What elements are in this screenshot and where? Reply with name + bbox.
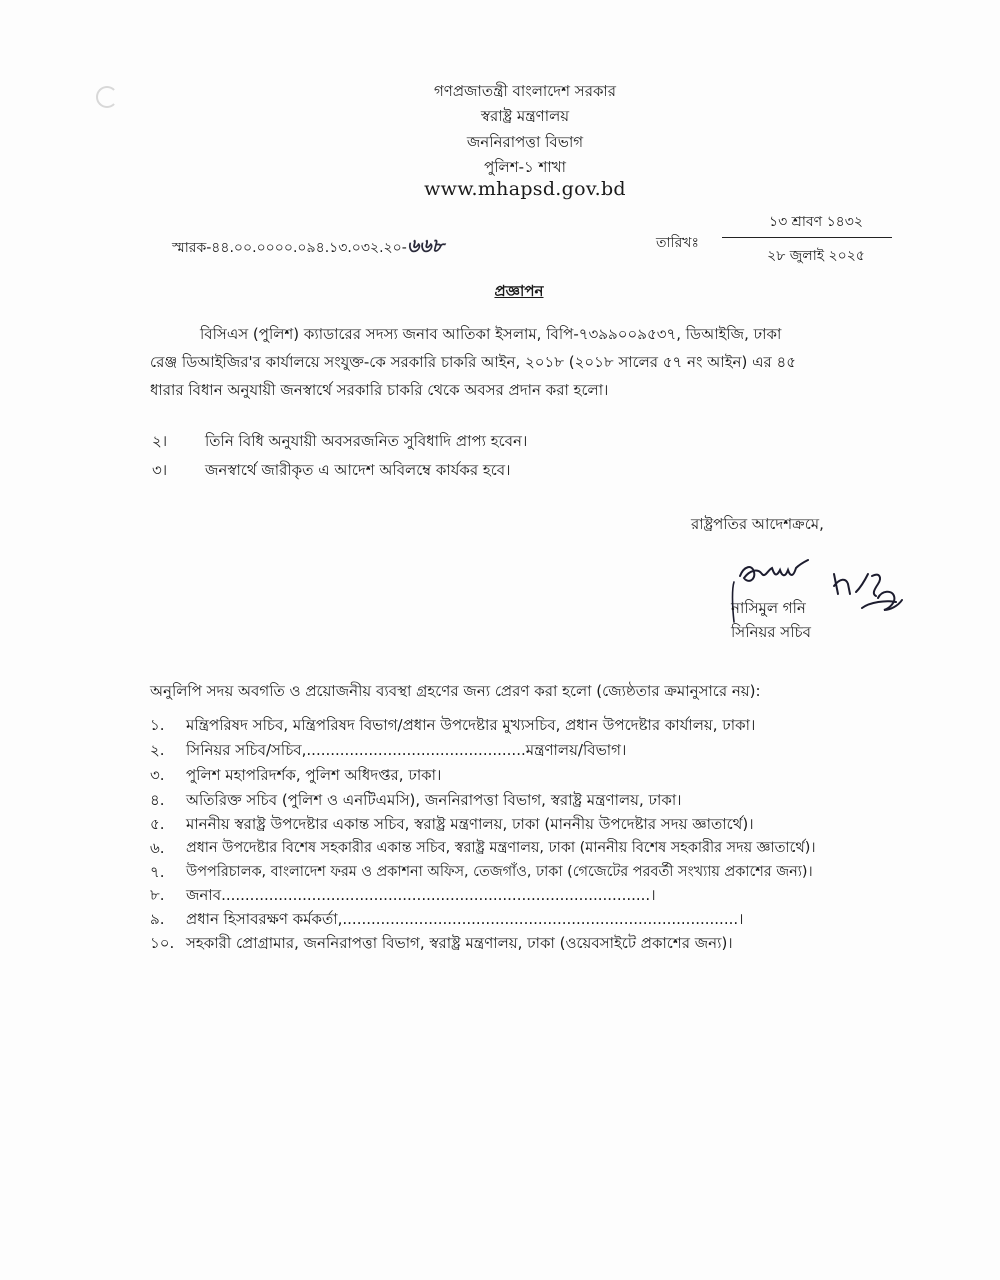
copy-item-number: ১. — [150, 716, 165, 734]
copy-item-text: জনাব..........................................................................................। — [186, 886, 656, 904]
body-item-text: তিনি বিধি অনুযায়ী অবসরজনিত সুবিধাদি প্রাপ্য হবেন। — [205, 432, 528, 450]
copy-item-text: অতিরিক্ত সচিব (পুলিশ ও এনটিএমসি), জননিরাপত্তা বিভাগ, স্বরাষ্ট্র মন্ত্রণালয়, ঢাকা। — [186, 791, 682, 809]
copy-item-text: প্রধান উপদেষ্টার বিশেষ সহকারীর একান্ত সচিব, স্বরাষ্ট্র মন্ত্রণালয়, ঢাকা (মাননীয় বিশেষ সহকারীর সদয় জ্ঞাতার্থে)। — [186, 840, 816, 856]
copy-item-number: ৮. — [150, 886, 165, 904]
body-item-number: ২। — [152, 432, 168, 450]
header-government: গণপ্রজাতন্ত্রী বাংলাদেশ সরকার — [433, 82, 617, 100]
signatory-title: সিনিয়র সচিব — [731, 623, 811, 641]
copy-item-number: ৫. — [150, 815, 165, 833]
copy-item-number: ৩. — [150, 766, 165, 784]
copy-item-number: ৬. — [150, 839, 165, 857]
body-paragraph-line-3: ধারার বিধান অনুযায়ী জনস্বার্থে সরকারি চাকরি থেকে অবসর প্রদান করা হলো। — [150, 381, 609, 399]
copy-item-number: ৯. — [150, 910, 165, 928]
body-item-text: জনস্বার্থে জারীকৃত এ আদেশ অবিলম্বে কার্যকর হবে। — [205, 461, 511, 479]
date-bengali: ১৩ শ্রাবণ ১৪৩২ — [769, 214, 863, 230]
copy-item-text: মন্ত্রিপরিষদ সচিব, মন্ত্রিপরিষদ বিভাগ/প্রধান উপদেষ্টার মুখ্যসচিব, প্রধান উপদেষ্টার কার্যালয়, ঢাকা। — [186, 716, 756, 734]
header-division: জননিরাপত্তা বিভাগ — [466, 133, 584, 151]
copy-item-text: উপপরিচালক, বাংলাদেশ ফরম ও প্রকাশনা অফিস, তেজগাঁও, ঢাকা (গেজেটের পরবর্তী সংখ্যায় প্রকাশের জন্য)। — [186, 864, 813, 880]
signature-order-line: রাষ্ট্রপতির আদেশক্রমে, — [691, 515, 824, 533]
copy-item-text: মাননীয় স্বরাষ্ট্র উপদেষ্টার একান্ত সচিব, স্বরাষ্ট্র মন্ত্রণালয়, ঢাকা (মাননীয় উপদেষ্টার সদয় জ্ঞাতার্থে)। — [186, 815, 754, 833]
memo-number — [172, 232, 444, 264]
memo-prefix: স্মারক-৪৪.০০.০০০০.০৯৪.১৩.০৩২.২০- — [172, 240, 407, 256]
copy-item-text: প্রধান হিসাবরক্ষণ কর্মকর্তা,...................................................................................। — [186, 910, 744, 928]
header-website: www.mhapsd.gov.bd — [424, 178, 626, 200]
body-paragraph-line-1: বিসিএস (পুলিশ) ক্যাডারের সদস্য জনাব আতিকা ইসলাম, বিপি-৭৩৯৯০০৯৫৩৭, ডিআইজি, ঢাকা — [200, 325, 782, 343]
copy-item-number: ৪. — [150, 791, 165, 809]
body-item-number: ৩। — [152, 461, 168, 479]
notice-title: প্রজ্ঞাপন — [494, 282, 544, 300]
copy-item-number: ১০. — [150, 934, 175, 952]
date-divider — [722, 237, 892, 238]
copy-item-number: ৭. — [150, 863, 165, 881]
body-paragraph-line-2: রেঞ্জ ডিআইজির'র কার্যালয়ে সংযুক্ত-কে সরকারি চাকরি আইন, ২০১৮ (২০১৮ সালের ৫৭ নং আইন) এর ৪৫ — [150, 353, 797, 371]
copy-item-text: সহকারী প্রোগ্রামার, জননিরাপত্তা বিভাগ, স্বরাষ্ট্র মন্ত্রণালয়, ঢাকা (ওয়েবসাইটে প্রকাশের জন্য)। — [186, 934, 733, 952]
date-english: ২৮ জুলাই ২০২৫ — [767, 248, 865, 264]
header-branch: পুলিশ-১ শাখা — [484, 158, 566, 176]
header-ministry: স্বরাষ্ট্র মন্ত্রণালয় — [480, 107, 570, 125]
copy-item-text: পুলিশ মহাপরিদর্শক, পুলিশ অধিদপ্তর, ঢাকা। — [186, 766, 442, 784]
memo-handwritten-number: ৬৬৮ — [406, 235, 444, 257]
date-label: তারিখঃ — [656, 235, 699, 251]
copy-item-text: সিনিয়র সচিব/সচিব,..............................................মন্ত্রণালয়/বিভাগ। — [186, 741, 627, 759]
signatory-name: নাসিমুল গনি — [731, 599, 806, 617]
copies-intro: অনুলিপি সদয় অবগতি ও প্রয়োজনীয় ব্যবস্থা গ্রহণের জন্য প্রেরণ করা হলো (জ্যেষ্ঠতার ক্রমানুসারে নয়): — [150, 682, 761, 700]
copy-item-number: ২. — [150, 741, 165, 759]
